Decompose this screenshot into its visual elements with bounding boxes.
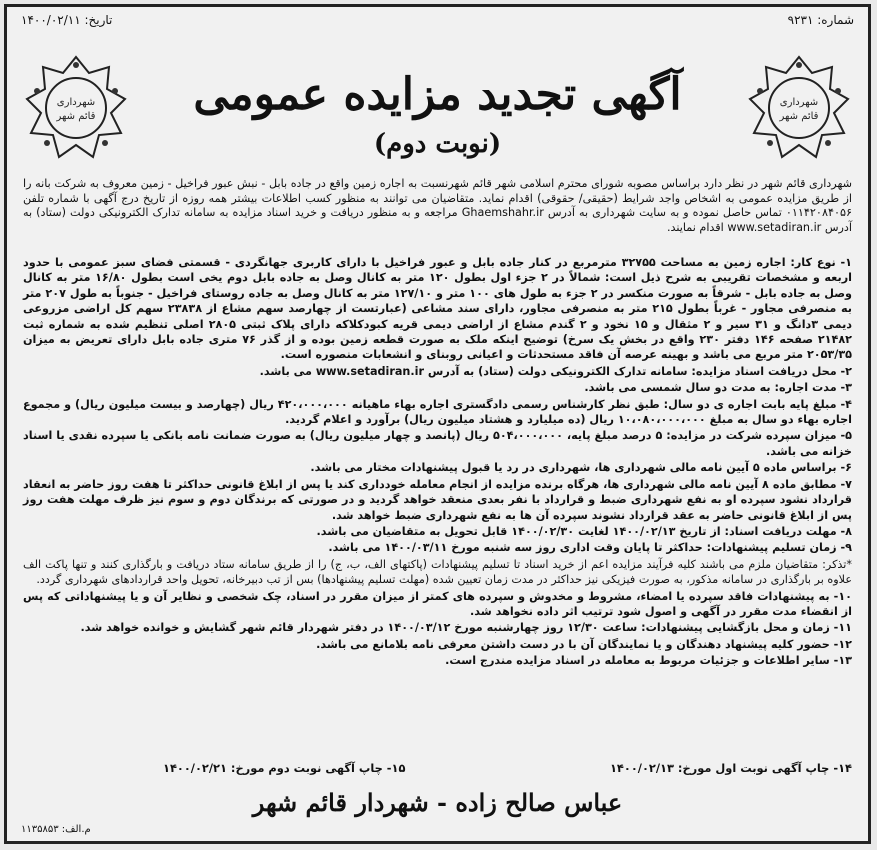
municipality-emblem-left	[21, 53, 131, 163]
advertisement-page	[4, 4, 871, 844]
signature-line: عباس صالح زاده - شهردار قائم شهر	[252, 788, 623, 817]
publication-dates	[23, 761, 852, 779]
svg-text:شهرداری: شهرداری	[779, 97, 819, 108]
municipality-emblem-right	[744, 53, 854, 163]
intro-paragraph: شهرداری قائم شهر در نظر دارد براساس مصوبه شورای محترم اسلامی شهر قائم شهرنسبت به اجاره زمین واقع در جاده بابل - نبش عبور فراخیل - زمین معروف به شرکت بانه را از طریق مزایده عمومی به اشخاص واجد شرایط (حقیقی/ حقوقی) اقدام نماید. متقاضیان می توانند به منظور کسب اطلاعات بیشتر همه روزه از تاریخ درج آگهی با شماره تلفن ۰۱۱۴۲۰۸۴۰۵۶ تماس حاصل نموده و به سایت شهرداری به آدرس Ghaemshahr.ir مراجعه و به منظور دریافت و خرید اسناد مزایده به سامانه تدارک الکترونیکی دولت (ستاد) به آدرس www.setadiran.ir اقدام نمایند.	[23, 177, 852, 234]
term-item: ۱۰- به پیشنهادات فاقد سپرده یا امضاء، مشروط و مخدوش و سپرده های کمتر از میزان مقرر در اسناد، چک شخصی و نظایر آن و یا پیشنهاداتی که پس از انقضاء مدت مقرر در آگهی و اصول شود ترتیب اثر داده نخواهد شد.	[23, 589, 852, 618]
svg-text:قائم شهر: قائم شهر	[56, 111, 96, 122]
term-item: ۱۳- سایر اطلاعات و جزئیات مربوط به معامله در اسناد مزایده مندرج است.	[445, 654, 852, 668]
term-item: ۳- مدت اجاره: به مدت دو سال شمسی می باشد.	[584, 381, 852, 395]
document-number: شماره: ۹۲۳۱	[787, 13, 854, 27]
second-publication-date: ۱۵- چاپ آگهی نوبت دوم مورخ: ۱۴۰۰/۰۲/۲۱	[163, 761, 406, 775]
terms-list	[23, 255, 852, 670]
term-item: ۸- مهلت دریافت اسناد: از تاریخ ۱۴۰۰/۰۲/۱۳ لغایت ۱۴۰۰/۰۲/۳۰ قابل تحویل به متقاضیان می باشد.	[316, 524, 852, 538]
first-publication-date: ۱۴- چاپ آگهی نوبت اول مورخ: ۱۴۰۰/۰۲/۱۳	[609, 761, 852, 775]
term-note: *تذکر: متقاضیان ملزم می باشند کلیه فرآیند مزایده اعم از خرید اسناد تا تسلیم پیشنهادات (پاکتهای الف، ب، ج) را از طریق سامانه ستاد دریافت و بارگذاری کنند و تنها پاکت الف علاوه بر بارگذاری در سامانه مذکور، به صورت فیزیکی نیز حداکثر در مدت زمان تعیین شده (مهلت تسلیم پیشنهادها) بس از تب دبیرخانه، تحویل واحد قراردادهای شهرداری گردد.	[23, 557, 852, 587]
term-item: ۴- مبلغ پایه بابت اجاره ی دو سال: طبق نظر کارشناس رسمی دادگستری اجاره بهاء ماهیانه ۴۲۰،۰۰۰،۰۰۰ ریال (چهارصد و بیست میلیون ریال) و مجموع اجاره بهاء دو سال به مبلغ ۱۰،۰۸۰،۰۰۰،۰۰۰ ریال (ده میلیارد و هشتاد میلیون ریال) برآورد و اعلام گردید.	[23, 397, 852, 427]
document-date: تاریخ: ۱۴۰۰/۰۲/۱۱	[21, 13, 113, 27]
term-item: ۶- براساس ماده ۵ آیین نامه مالی شهرداری ها، شهرداری در رد یا قبول پیشنهادات مختار می باشد.	[310, 461, 852, 475]
term-item: ۷- مطابق ماده ۸ آیین نامه مالی شهرداری ها، هرگاه برنده مزایده از انجام معامله خودداری کند یا پس از ابلاغ قانونی حداکثر تا هفت روز حاضر به انعقاد قرارداد نشود سپرده او به نفع شهرداری ضبط و قرارداد با نفر بعدی منعقد خواهد گردید و در صورتی که برندگان دوم و سوم نیز ظرف مهلت هفت روز پس از ابلاغ قانونی حاضر به عقد قرارداد نشوند سپرده آن ها به نفع شهرداری ضبط خواهد شد.	[23, 477, 852, 522]
term-item: ۵- میزان سپرده شرکت در مزایده: ۵ درصد مبلغ پایه، ۵۰۴،۰۰۰،۰۰۰ ریال (پانصد و چهار میلیون ریال) به صورت ضمانت نامه بانکی یا سپرده نقدی یا اسناد خزانه می باشد.	[23, 429, 853, 458]
footer-code: م.الف: ۱۱۳۵۸۵۳	[21, 824, 91, 835]
term-item: ۱۲- حضور کلیه پیشنهاد دهندگان و یا نمایندگان آن با در دست داشتن معرفی نامه بلامانع می باشد.	[316, 637, 852, 651]
term-item: ۹- زمان تسلیم پیشنهادات: حداکثر تا پایان وقت اداری روز سه شنبه مورخ ۱۴۰۰/۰۳/۱۱ می باشد.	[328, 541, 852, 555]
term-item: ۱- نوع کار: اجاره زمین به مساحت ۳۲۷۵۵ مترمربع در کنار جاده بابل و عبور فراخیل با دارای کاربری جهانگردی - قسمتی فضای سبز عمومی با حدود اربعه و مشخصات تقریبی به شرح ذیل است: شمالاً در ۲ جزء اول بطول ۱۲۰ متر به کانال وصل به جاده بابل دوم یخی است بطول ۱۶/۸۰ متر به کانال وصل به جاده بابل - شرقاً به صورت منکسر در ۲ جزء به طول های ۱۰۰ متر و ۱۲۷/۱۰ متر به کانال وصل به جاده روستای فراخیل - جنوباً به طول ۲۰۷ متر به منصرفی مجاور - غرباً بطول ۲۱۵ متر به منصرفی مجاور، دارای سند مشاعی (عبارتست از چهارصد سهم مشاع از ۲۳۸۳۸ سهم کل اراضی مزروعی دیمی ۳دانگ و ۳۱ سیر و ۲ مثقال و ۱۵ نخود و ۲ گندم مشاع از اراضی دیمی قریه کبودکلاکه دارای پلاک ثبتی ۲۸۰۵ اصلی تنظیم شده به شماره ثبت ۲۱۴۸۲ صفحه ۱۴۶ دفتر ۲۳۰ واقع در بخش یک سرخ) توضیح اینکه ملک به صورت قطعه زمین بوده و از گذر ۷۶ متری جاده بابل دارای تعریض به میزان ۲۰۵۳/۳۵ متر مربع می باشد و بهینه عرصه آن فاقد مستحدثات و اعیانی روبنای و انشعابات منصوره است.	[23, 256, 853, 362]
term-item: ۱۱- زمان و محل بازگشایی پیشنهادات: ساعت ۱۲/۳۰ روز چهارشنبه مورخ ۱۴۰۰/۰۳/۱۲ در دفتر شهردار قائم شهر گشایش و خوانده خواهد شد.	[80, 621, 852, 635]
svg-text:قائم شهر: قائم شهر	[779, 111, 819, 122]
header-line	[21, 13, 854, 31]
svg-text:شهرداری: شهرداری	[56, 97, 96, 108]
page-title: آگهی تجدید مزایده عمومی	[193, 69, 682, 120]
term-item: ۲- محل دریافت اسناد مزایده: سامانه تدارک الکترونیکی دولت (ستاد) به آدرس www.setadiran.ir می باشد.	[259, 364, 852, 378]
page-subtitle: (نوبت دوم)	[373, 129, 502, 159]
